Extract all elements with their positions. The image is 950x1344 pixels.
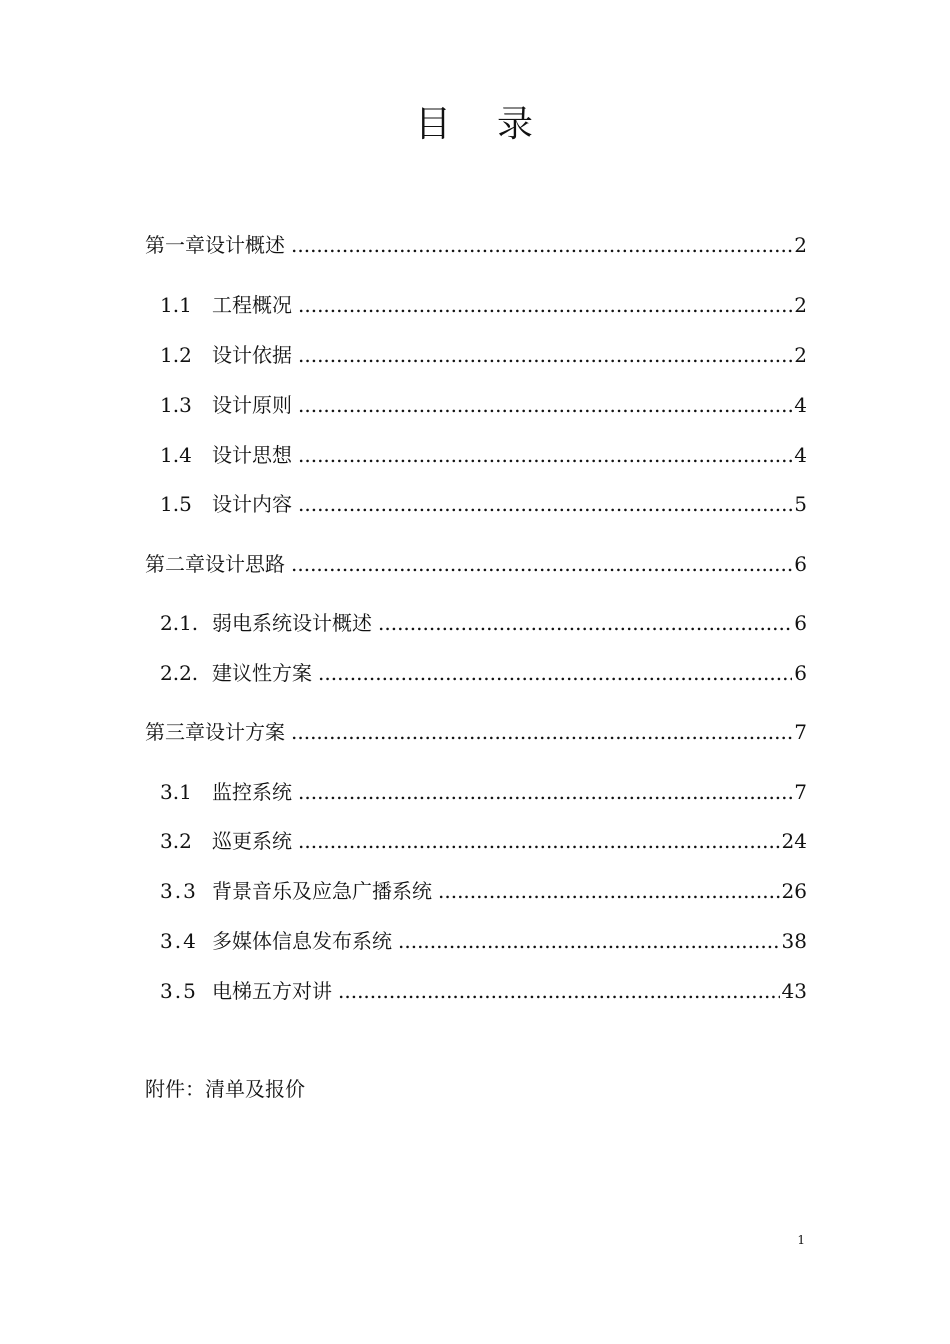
toc-entry-number: 1.3: [160, 393, 192, 417]
toc-leader-dots: [291, 549, 792, 579]
toc-entry-3-5[interactable]: [160, 976, 807, 1006]
toc-entry-title: 第二章设计思路: [145, 552, 285, 576]
toc-leader-dots: [298, 777, 792, 807]
toc-entry-page: 43: [781, 979, 807, 1003]
toc-leader-dots: [338, 976, 780, 1006]
toc-entry-title: 设计思想: [212, 443, 292, 467]
toc-leader-dots: [298, 440, 792, 470]
toc-leader-dots: [318, 658, 792, 688]
toc-entry-1-3[interactable]: [160, 390, 807, 420]
toc-entry-number: 2.1.: [160, 611, 199, 635]
toc-entry-page: 6: [794, 552, 807, 576]
toc-entry-page: 24: [781, 829, 807, 853]
toc-entry-3-1[interactable]: [160, 777, 807, 807]
toc-entry-3-4[interactable]: [160, 926, 807, 956]
toc-entry-number: 2.2.: [160, 661, 199, 685]
toc-entry-title: 多媒体信息发布系统: [212, 929, 392, 953]
attachment-note: 附件：清单及报价: [145, 1077, 305, 1101]
toc-entry-number: 3.2: [160, 829, 192, 853]
toc-leader-dots: [298, 489, 792, 519]
toc-entry-page: 26: [781, 879, 807, 903]
toc-entry-chapter-2[interactable]: [145, 549, 807, 579]
toc-entry-number: 3.4: [160, 929, 198, 953]
toc-leader-dots: [291, 230, 792, 260]
toc-entry-title: 第三章设计方案: [145, 720, 285, 744]
toc-entry-title: 巡更系统: [212, 829, 292, 853]
toc-entry-page: 2: [794, 343, 807, 367]
toc-entry-page: 4: [794, 393, 807, 417]
toc-entry-title: 设计原则: [212, 393, 292, 417]
toc-entry-3-3[interactable]: [160, 876, 807, 906]
toc-entry-title: 第一章设计概述: [145, 233, 285, 257]
toc-entry-3-2[interactable]: [160, 826, 807, 856]
toc-entry-number: 3.3: [160, 879, 198, 903]
toc-entry-chapter-1[interactable]: [145, 230, 807, 260]
toc-leader-dots: [378, 608, 792, 638]
toc-entry-page: 2: [794, 293, 807, 317]
toc-entry-number: 1.1: [160, 293, 192, 317]
toc-leader-dots: [298, 826, 780, 856]
toc-entry-title: 监控系统: [212, 780, 292, 804]
toc-entry-1-2[interactable]: [160, 340, 807, 370]
toc-entry-2-1[interactable]: [160, 608, 807, 638]
toc-leader-dots: [438, 876, 780, 906]
toc-entry-page: 7: [794, 720, 807, 744]
toc-entry-chapter-3[interactable]: [145, 717, 807, 747]
toc-entry-number: 1.5: [160, 492, 192, 516]
toc-entry-2-2[interactable]: [160, 658, 807, 688]
page-title: [0, 100, 950, 150]
toc-entry-number: 1.2: [160, 343, 192, 367]
toc-entry-page: 6: [794, 611, 807, 635]
toc-leader-dots: [291, 717, 792, 747]
toc-entry-page: 4: [794, 443, 807, 467]
title-char-1: 目: [414, 104, 453, 145]
toc-leader-dots: [398, 926, 780, 956]
page-number: 1: [797, 1233, 805, 1247]
toc-entry-page: 5: [794, 492, 807, 516]
toc-entry-1-4[interactable]: [160, 440, 807, 470]
toc-entry-title: 电梯五方对讲: [212, 979, 332, 1003]
toc-leader-dots: [298, 340, 792, 370]
toc-entry-number: 3.1: [160, 780, 192, 804]
toc-leader-dots: [298, 290, 792, 320]
toc-entry-page: 7: [794, 780, 807, 804]
toc-entry-title: 设计内容: [212, 492, 292, 516]
toc-entry-1-5[interactable]: [160, 489, 807, 519]
toc-entry-number: 3.5: [160, 979, 198, 1003]
toc-entry-title: 设计依据: [212, 343, 292, 367]
toc-entry-page: 38: [781, 929, 807, 953]
toc-entry-title: 建议性方案: [212, 661, 312, 685]
toc-leader-dots: [298, 390, 792, 420]
toc-entry-1-1[interactable]: [160, 290, 807, 320]
toc-entry-number: 1.4: [160, 443, 192, 467]
toc-entry-title: 工程概况: [212, 293, 292, 317]
toc-entry-title: 弱电系统设计概述: [212, 611, 372, 635]
title-char-2: 录: [497, 104, 536, 145]
toc-entry-page: 6: [794, 661, 807, 685]
toc-entry-title: 背景音乐及应急广播系统: [212, 879, 432, 903]
toc-entry-page: 2: [794, 233, 807, 257]
